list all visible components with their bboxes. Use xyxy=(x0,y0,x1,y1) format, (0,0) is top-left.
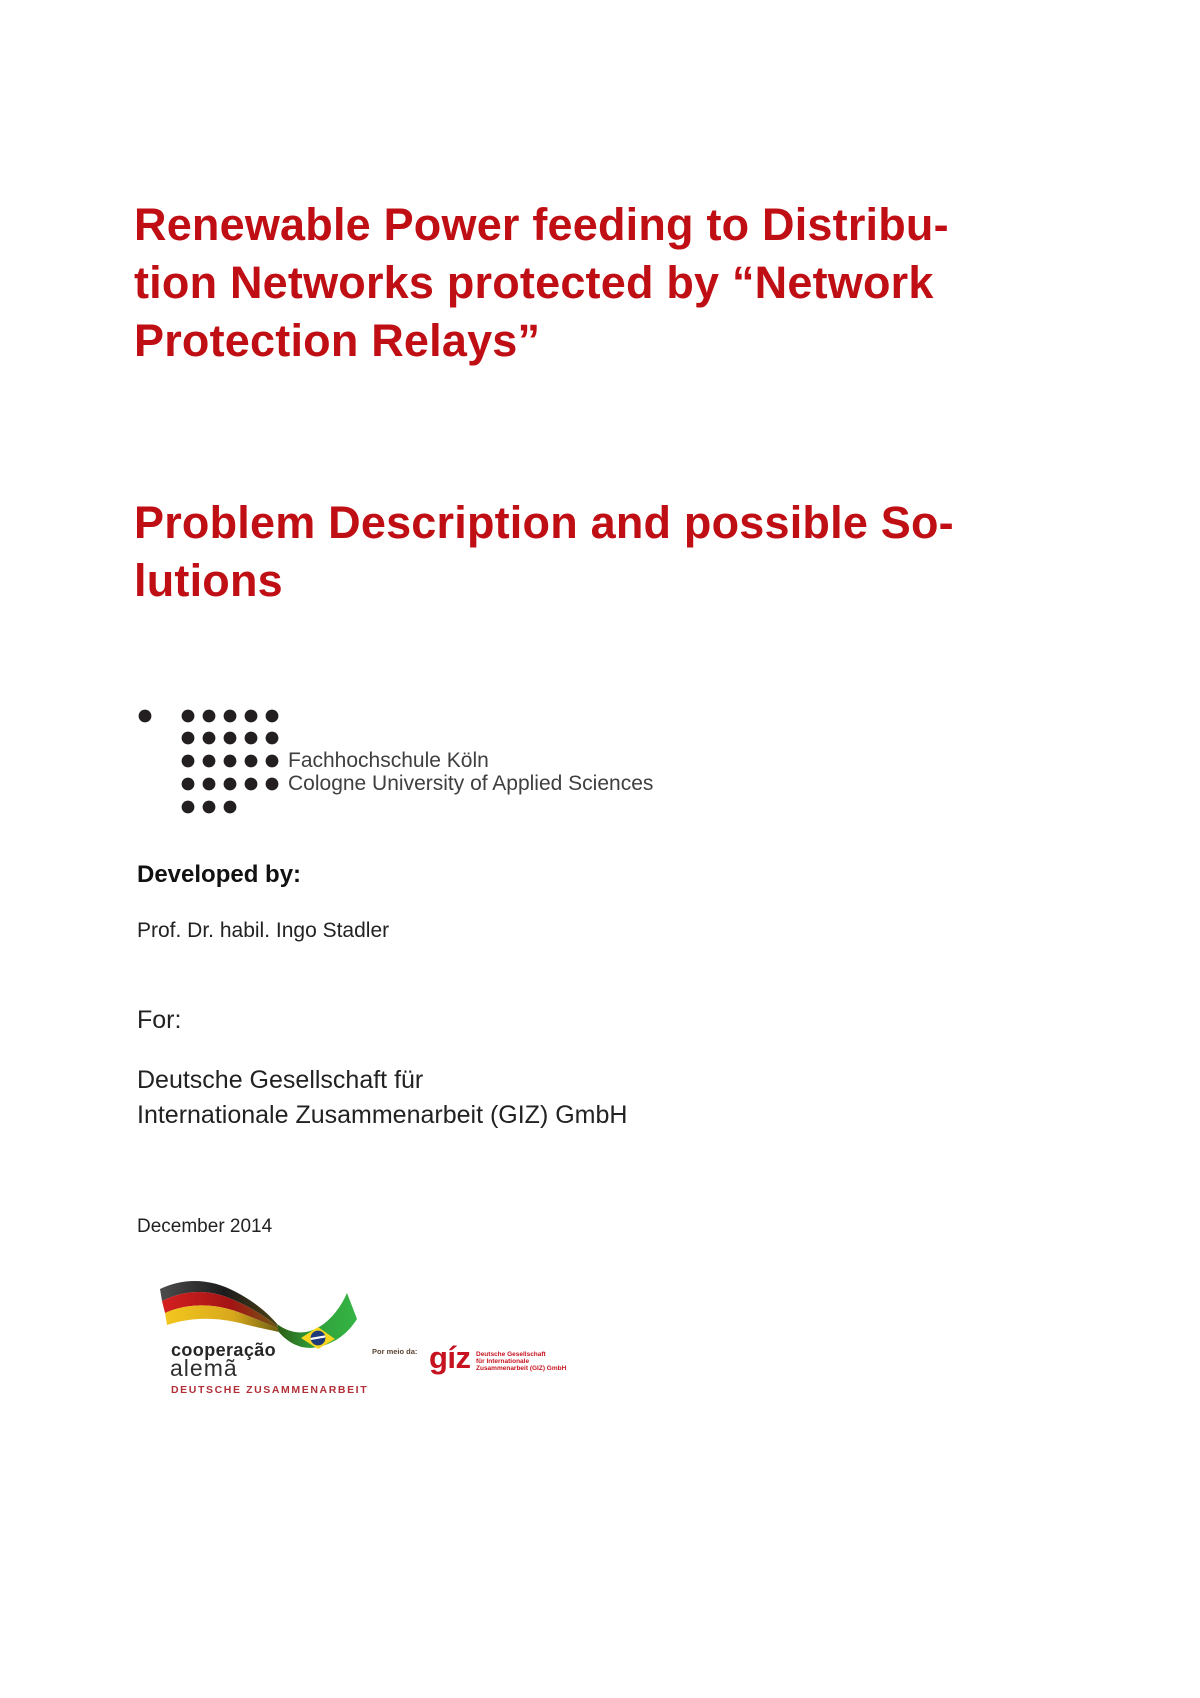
cooperation-wordmark-line3: DEUTSCHE ZUSAMMENARBEIT xyxy=(171,1384,369,1396)
author-name: Prof. Dr. habil. Ingo Stadler xyxy=(137,919,390,942)
organization-line-2: Internationale Zusammenarbeit (GIZ) GmbH xyxy=(137,1101,628,1129)
organization-name xyxy=(137,1063,627,1133)
organization-line-1: Deutsche Gesellschaft für xyxy=(137,1066,424,1094)
developed-by-label: Developed by: xyxy=(137,861,302,888)
giz-logo-text xyxy=(476,1352,566,1372)
cooperation-wordmark-line1: cooperação xyxy=(171,1340,277,1360)
document-title xyxy=(134,196,949,370)
giz-tagline-line-2: für Internationale xyxy=(476,1357,530,1365)
document-subtitle xyxy=(134,494,954,610)
for-label: For: xyxy=(137,1006,182,1034)
fh-koeln-dots-logo xyxy=(132,703,292,819)
giz-tagline-line-1: Deutsche Gesellschaft xyxy=(476,1351,546,1358)
cooperation-wordmark-line2: alemã xyxy=(170,1355,238,1381)
document-date: December 2014 xyxy=(137,1216,273,1237)
subtitle-line-2: lutions xyxy=(134,555,283,606)
title-line-3: Protection Relays” xyxy=(134,315,541,366)
giz-logo-wordmark: gíz xyxy=(429,1340,471,1375)
title-line-2: tion Networks protected by “Network xyxy=(134,257,934,308)
giz-tagline-line-3: Zusammenarbeit (GIZ) GmbH xyxy=(476,1364,567,1372)
university-name-english: Cologne University of Applied Sciences xyxy=(288,772,654,795)
title-line-1: Renewable Power feeding to Distribu- xyxy=(134,199,949,250)
por-meio-da-label: Por meio da: xyxy=(372,1347,418,1356)
fh-koeln-logo-text xyxy=(288,749,653,795)
university-name-german: Fachhochschule Köln xyxy=(288,749,489,772)
subtitle-line-1: Problem Description and possible So- xyxy=(134,497,954,548)
